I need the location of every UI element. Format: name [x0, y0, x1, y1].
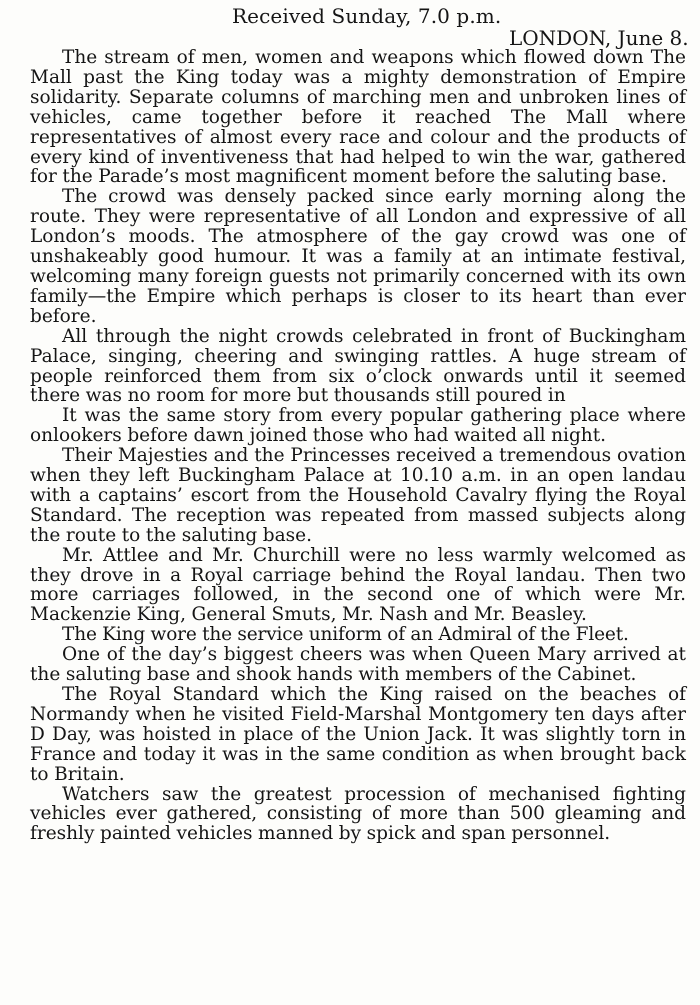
article-paragraph: The King wore the service uniform of an Admiral of the Fleet.: [62, 624, 629, 646]
article-paragraph: Mr. Attlee and Mr. Churchill were no less warmly welcomed as they drove in a Royal carriage behind the Royal landau. Then two more carriages followed, in the second one of which were Mr. Mackenzie King, General Smuts, Mr. Nash and Mr. Beasley.: [30, 544, 686, 626]
dateline: LONDON, June 8.: [509, 26, 689, 50]
article-paragraph: It was the same story from every popular gathering place where onlookers before dawn joined those who had waited all night.: [30, 405, 686, 447]
article-paragraph: Watchers saw the greatest procession of mechanised fighting vehicles ever gathered, consisting of more than 500 gleaming and freshly painted vehicles manned by spick and span personnel.: [30, 783, 686, 845]
article-paragraph: The stream of men, women and weapons which flowed down The Mall past the King today was a mighty demonstration of Empire solidarity. Separate columns of marching men and unbroken lines of vehicles, came together before it reached The Mall where representatives of almost every race and colour and the products of every kind of inventiveness that had helped to win the war, gathered for the Parade’s most magnificent moment before the saluting base.: [30, 47, 686, 188]
article-paragraph: One of the day’s biggest cheers was when Queen Mary arrived at the saluting base and shook hands with members of the Cabinet.: [30, 644, 686, 686]
article-paragraph: All through the night crowds celebrated in front of Buckingham Palace, singing, cheering and swinging rattles. A huge stream of people reinforced them from six o’clock onwards until it seemed there was no room for more but thousands still poured in: [30, 325, 686, 407]
article-body: [30, 48, 686, 844]
article-paragraph: The Royal Standard which the King raised on the beaches of Normandy when he visited Field-Marshal Montgomery ten days after D Day, was hoisted in place of the Union Jack. It was slightly torn in France and today it was in the same condition as when brought back to Britain.: [30, 684, 686, 785]
article-header: [0, 0, 700, 48]
article-paragraph: Their Majesties and the Princesses received a tremendous ovation when they left Buckingham Palace at 10.10 a.m. in an open landau with a captains’ escort from the Household Cavalry flying the Royal Standard. The reception was repeated from massed subjects along the route to the saluting base.: [30, 445, 686, 546]
article-paragraph: The crowd was densely packed since early morning along the route. They were representative of all London and expressive of all London’s moods. The atmosphere of the gay crowd was one of unshakeably good humour. It was a family at an intimate festival, welcoming many foreign guests not primarily concerned with its own family—the Empire which perhaps is closer to its heart than ever before.: [30, 186, 686, 327]
received-line: Received Sunday, 7.0 p.m.: [232, 4, 502, 28]
